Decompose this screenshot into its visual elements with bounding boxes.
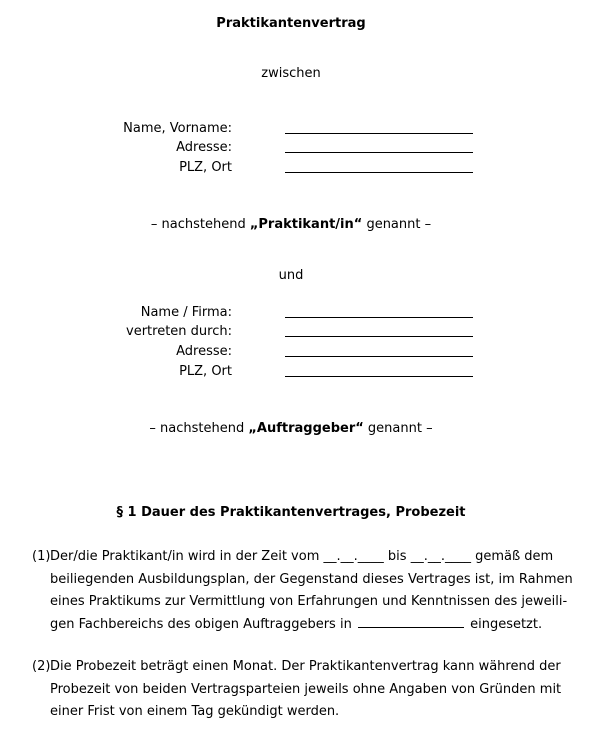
paragraph-line: Probezeit von beiden Vertragsparteien jeweils ohne Angaben von Gründen mit [50, 681, 562, 697]
section-heading: § 1 Dauer des Praktikantenvertrages, Probezeit [116, 505, 466, 520]
name-label: Name, Vorname: [123, 121, 232, 136]
represented-by-label: vertreten durch: [126, 324, 232, 339]
zip-city-line[interactable] [285, 172, 473, 173]
designation-pre: – nachstehend [149, 421, 249, 436]
paragraph-line [32, 614, 550, 637]
name-line[interactable] [285, 133, 473, 134]
company-address-line[interactable] [285, 356, 473, 357]
department-blank[interactable] [358, 616, 464, 628]
text-run: gemäß dem [475, 549, 554, 564]
company-zip-city-line[interactable] [285, 376, 473, 377]
document-title: Praktikantenvertrag [216, 16, 366, 31]
text-run: gen Fachbereichs des obigen Auftraggebers in [50, 617, 352, 633]
paragraph-2 [32, 656, 562, 724]
paragraph-line: beiliegenden Ausbildungsplan, der Gegenstand dieses Vertrages ist, im Rahmen [50, 571, 573, 587]
zip-city-label: PLZ, Ort [179, 160, 232, 175]
paragraph-number: (1) [32, 549, 51, 564]
paragraph-line [32, 546, 554, 569]
designation-post: genannt – [363, 421, 433, 436]
company-address-label: Adresse: [176, 344, 232, 359]
paragraph-1 [32, 546, 573, 637]
paragraph-number: (2) [32, 659, 51, 674]
represented-by-line[interactable] [285, 336, 473, 337]
paragraph-line-text [32, 546, 554, 569]
party2-designation [0, 421, 582, 436]
text-run: bis [387, 549, 407, 564]
paragraph-line: eines Praktikums zur Vermittlung von Erfahrungen und Kenntnissen des jeweili- [50, 594, 568, 610]
company-line[interactable] [285, 317, 473, 318]
designation-role: „Praktikant/in“ [249, 217, 363, 232]
date-to-blank[interactable]: __.__.____ [410, 549, 471, 564]
text-run: eingesetzt. [470, 617, 543, 633]
party1-designation [0, 217, 582, 232]
between-text: zwischen [261, 66, 321, 81]
and-text: und [278, 268, 304, 283]
paragraph-line-text: Die Probezeit beträgt einen Monat. Der Praktikantenvertrag kann während der [50, 659, 561, 674]
designation-pre: – nachstehend [150, 217, 250, 232]
paragraph-line: einer Frist von einem Tag gekündigt werden. [50, 704, 340, 720]
address-line[interactable] [285, 152, 473, 153]
text-run: Der/die Praktikant/in wird in der Zeit vom [50, 549, 320, 564]
designation-post: genannt – [362, 217, 432, 232]
date-from-blank[interactable]: __.__.____ [323, 549, 384, 564]
address-label: Adresse: [176, 140, 232, 155]
designation-role: „Auftraggeber“ [248, 421, 364, 436]
paragraph-line [32, 656, 561, 679]
company-label: Name / Firma: [140, 305, 232, 320]
company-zip-city-label: PLZ, Ort [179, 364, 232, 379]
